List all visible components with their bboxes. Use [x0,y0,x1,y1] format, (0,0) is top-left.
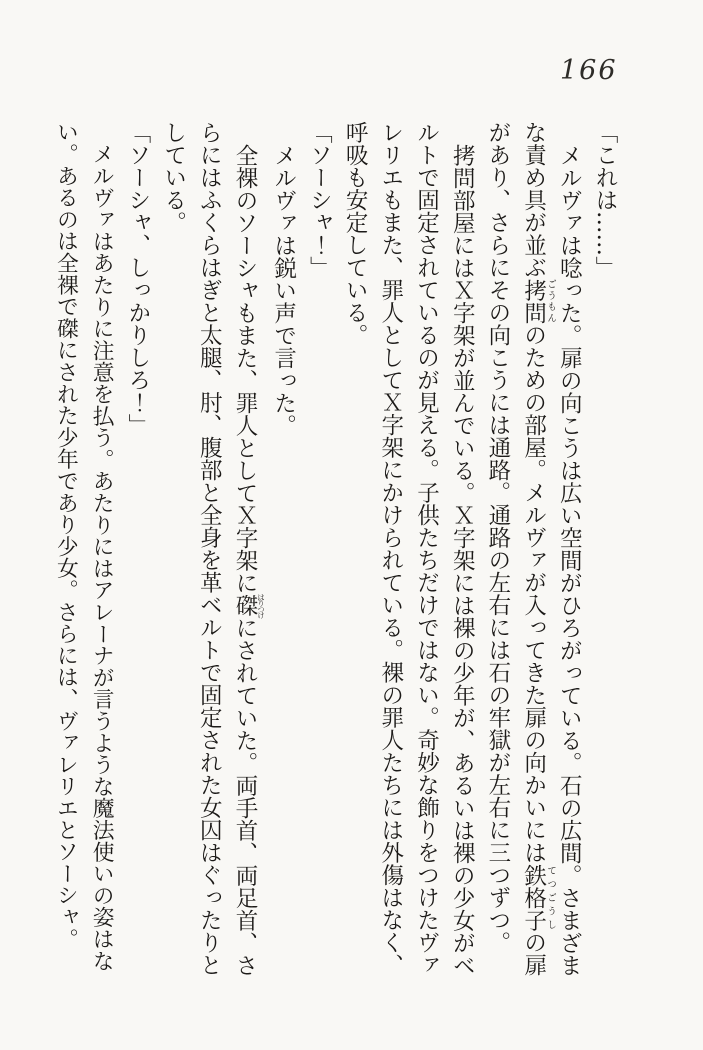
text-block [50,121,622,979]
narration-paragraph: メルヴァは唸った。扉の向こうは広い空間がひろがっている。石の広間。さまざまな責め具が並ぶ拷問ごうもんのための部屋。メルヴァが入ってきた扉の向かいには鉄格子てつごうしの扉があり、さらにその向こうには通路。通路の左右には石の牢獄が左右に三つずつ。 [484,121,583,976]
narration-paragraph: メルヴァはあたりに注意を払う。あたりにはアレーナが言うような魔法使いの姿はない。あるのは全裸で磔にされた少年であり少女。さらには、ヴァレリエとソーシャ。 [53,121,115,972]
narration-paragraph: メルヴァは鋭い声で言った。 [270,143,297,436]
narration-paragraph: 拷問部屋にはＸ字架が並んでいる。Ｘ字架には裸の少年が、あるいは裸の少女がベルトで固定されているのが見える。子供たちだけではない。奇妙な飾りをつけたヴァレリエもまた、罪人としてＸ字架にかけられている。裸の罪人たちには外傷はなく、呼吸も安定している。 [342,121,476,976]
ruby-word: 拷問ごうもん [520,278,557,324]
furigana-annotation: ごうもん [545,278,557,324]
furigana-annotation: てつごうし [545,863,557,931]
ruby-word: 磔はりつけ [231,592,266,617]
dialogue-paragraph: 「これは……」 [592,121,618,279]
furigana-annotation: はりつけ [256,592,266,617]
narration-paragraph: 全裸のソーシャもまた、罪人としてＸ字架に磔はりつけにされていた。両手首、両足首、さらにはふくらはぎと太腿、肘、腹部と全身を革ベルトで固定された女囚はぐったりとしている。 [160,121,266,976]
dialogue-paragraph: 「ソーシャ！」 [306,121,333,279]
dialogue-paragraph: 「ソーシャ、しっかりしろ！」 [124,121,151,436]
page-number: 166 [560,55,618,86]
ruby-word: 鉄格子てつごうし [520,863,557,931]
